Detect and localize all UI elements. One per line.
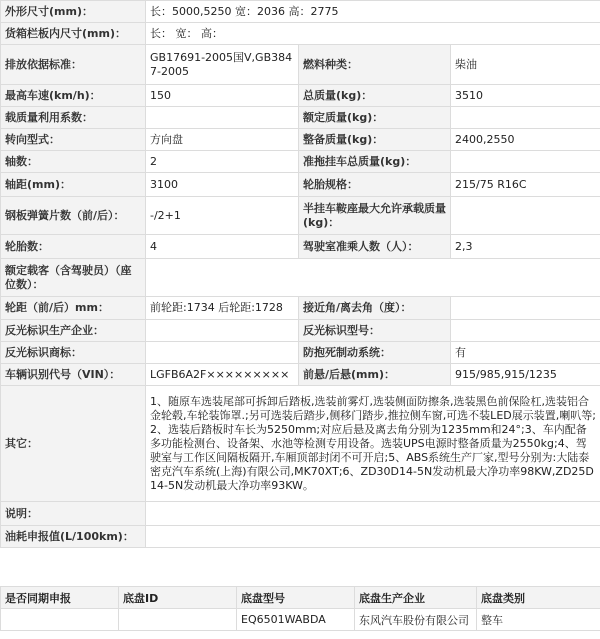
row-other — [1, 386, 600, 502]
cab-seats-value: 2,3 — [451, 235, 600, 259]
row-fuel-consumption — [1, 526, 600, 548]
axles-value: 2 — [146, 151, 299, 173]
row-notes — [1, 502, 600, 526]
speed-value: 150 — [146, 85, 299, 107]
row-emission — [1, 45, 600, 85]
reflector-brand-label: 反光标识商标： — [1, 342, 146, 364]
other-label: 其它： — [1, 386, 146, 502]
rated-mass-label: 额定质量(kg)： — [299, 107, 451, 129]
saddle-load-value — [451, 197, 600, 235]
dims-value: 长：5000,5250 宽：2036 高：2775 — [146, 1, 600, 23]
row-track — [1, 297, 600, 320]
row-util — [1, 107, 600, 129]
wheelbase-label: 轴距(mm)： — [1, 173, 146, 197]
vin-label: 车辆识别代号（VIN）： — [1, 364, 146, 386]
util-label: 载质量利用系数： — [1, 107, 146, 129]
row-speed — [1, 85, 600, 107]
chassis-header-cell: 底盘生产企业 — [355, 587, 477, 609]
reflector-brand-value — [146, 342, 299, 364]
notes-label: 说明： — [1, 502, 146, 526]
chassis-header-cell: 底盘ID — [119, 587, 237, 609]
fuel-value: 柴油 — [451, 45, 600, 85]
track-label: 轮距（前/后）mm： — [1, 297, 146, 320]
fuel-label: 燃料种类： — [299, 45, 451, 85]
vin-value: LGFB6A2F××××××××× — [146, 364, 299, 386]
cab-seats-label: 驾驶室准乘人数（人）： — [299, 235, 451, 259]
speed-label: 最高车速(km/h)： — [1, 85, 146, 107]
springs-value: -/2+1 — [146, 197, 299, 235]
fuel-consumption-label: 油耗申报值(L/100km)： — [1, 526, 146, 548]
angle-value — [451, 297, 600, 320]
springs-label: 钢板弹簧片数（前/后）： — [1, 197, 146, 235]
fuel-consumption-value — [146, 526, 600, 548]
chassis-cell — [119, 609, 237, 631]
row-springs — [1, 197, 600, 235]
passengers-label: 额定载客（含驾驶员）（座位数）： — [1, 259, 146, 297]
row-cargo — [1, 23, 600, 45]
tire-spec-label: 轮胎规格： — [299, 173, 451, 197]
curb-mass-value: 2400,2550 — [451, 129, 600, 151]
axles-label: 轴数： — [1, 151, 146, 173]
chassis-table — [0, 586, 600, 631]
track-value: 前轮距:1734 后轮距:1728 — [146, 297, 299, 320]
curb-mass-label: 整备质量(kg)： — [299, 129, 451, 151]
reflector-company-label: 反光标识生产企业： — [1, 320, 146, 342]
chassis-header-cell: 是否同期申报 — [1, 587, 119, 609]
tire-count-value: 4 — [146, 235, 299, 259]
row-vin — [1, 364, 600, 386]
row-axles — [1, 151, 600, 173]
abs-value: 有 — [451, 342, 600, 364]
row-tires — [1, 235, 600, 259]
overhang-label: 前悬/后悬(mm)： — [299, 364, 451, 386]
gross-mass-label: 总质量(kg)： — [299, 85, 451, 107]
reflector-model-label: 反光标识型号： — [299, 320, 451, 342]
emission-value: GB17691-2005国Ⅴ,GB3847-2005 — [146, 45, 299, 85]
row-reflector-brand — [1, 342, 600, 364]
steering-label: 转向型式： — [1, 129, 146, 151]
chassis-header-row — [1, 587, 600, 609]
abs-label: 防抱死制动系统： — [299, 342, 451, 364]
tire-count-label: 轮胎数： — [1, 235, 146, 259]
dims-label: 外形尺寸(mm)： — [1, 1, 146, 23]
chassis-header-cell: 底盘类别 — [477, 587, 600, 609]
chassis-header-cell: 底盘型号 — [237, 587, 355, 609]
reflector-company-value — [146, 320, 299, 342]
reflector-model-value — [451, 320, 600, 342]
gross-mass-value: 3510 — [451, 85, 600, 107]
row-dims — [1, 1, 600, 23]
chassis-row — [1, 609, 600, 631]
row-passengers — [1, 259, 600, 297]
emission-label: 排放依据标准： — [1, 45, 146, 85]
trailer-mass-value — [451, 151, 600, 173]
overhang-value: 915/985,915/1235 — [451, 364, 600, 386]
chassis-cell: EQ6501WABDA — [237, 609, 355, 631]
cargo-label: 货箱栏板内尺寸(mm)： — [1, 23, 146, 45]
saddle-load-label: 半挂车鞍座最大允许承载质量(kg)： — [299, 197, 451, 235]
steering-value: 方向盘 — [146, 129, 299, 151]
rated-mass-value — [451, 107, 600, 129]
row-wheelbase — [1, 173, 600, 197]
chassis-cell: 整车 — [477, 609, 600, 631]
row-reflector-co — [1, 320, 600, 342]
row-steering — [1, 129, 600, 151]
passengers-value — [146, 259, 600, 297]
chassis-cell — [1, 609, 119, 631]
cargo-value: 长： 宽： 高： — [146, 23, 600, 45]
angle-label: 接近角/离去角（度）： — [299, 297, 451, 320]
chassis-cell: 东风汽车股份有限公司 — [355, 609, 477, 631]
util-value — [146, 107, 299, 129]
trailer-mass-label: 准拖挂车总质量(kg)： — [299, 151, 451, 173]
tire-spec-value: 215/75 R16C — [451, 173, 600, 197]
other-value: 1、随原车选装尾部可拆卸后踏板,选装前雾灯,选装侧面防擦条,选装黑色前保险杠,选装铝合金轮毂,车轮装饰罩.;另可选装后踏步,侧移门踏步,推拉侧车窗,可选不装LED展示装置,喇叭等;2、选装后踏板时车长为5250mm;对应后悬及离去角分别为1235mm和24°;3、车内配备多功能检测台、设备架、水池等检测专用设备。选装UPS电源时整备质量为2550kg;4、驾驶室与工作区间隔板隔开,车厢顶部封闭不可开启;5、ABS系统生产厂家,型号分别为:大陆泰密克汽车系统(上海)有限公司,MK70XT;6、ZD30D14-5N发动机最大净功率98KW,ZD25D14-5N发动机最大净功率93KW。 — [146, 386, 600, 502]
notes-value — [146, 502, 600, 526]
wheelbase-value: 3100 — [146, 173, 299, 197]
